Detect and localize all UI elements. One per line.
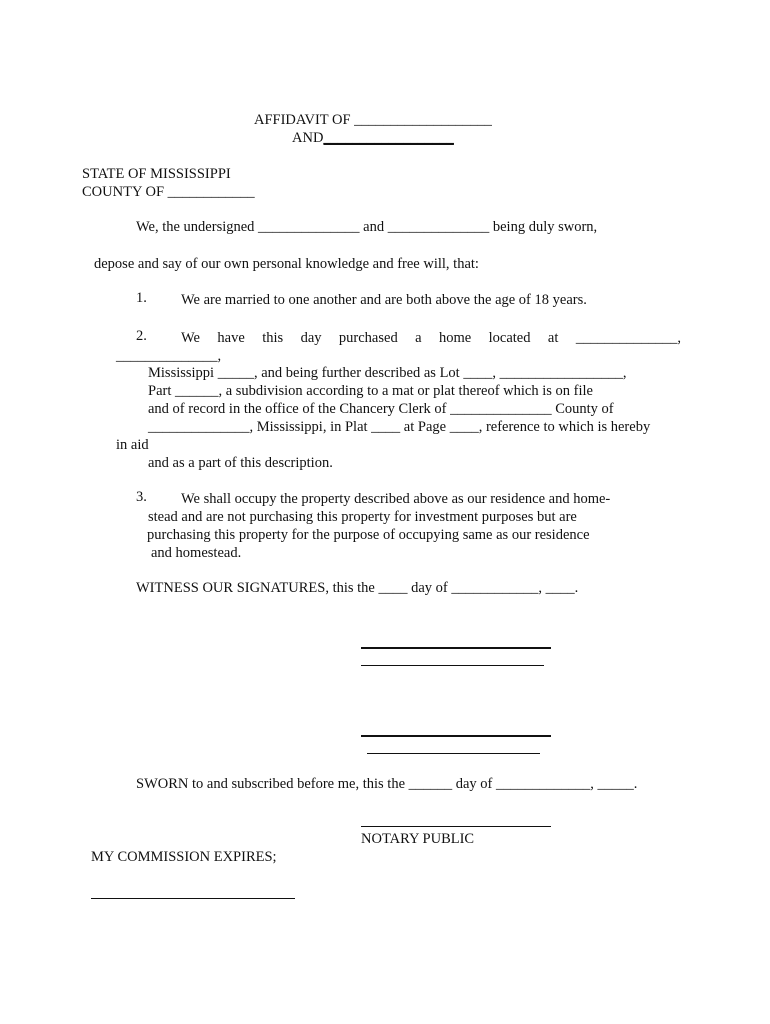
intro-line-2: depose and say of our own personal knowledge and free will, that:	[94, 256, 479, 272]
notary-label: NOTARY PUBLIC	[361, 831, 475, 847]
item-2-line-8: and as a part of this description.	[148, 455, 333, 471]
item-2-word: at	[547, 330, 559, 346]
sworn-clause: SWORN to and subscribed before me, this the ______ day of _____________, _____.	[136, 776, 638, 792]
document-title-and-line	[292, 129, 454, 147]
item-2-line-6: ______________, Mississippi, in Plat ____ at Page ____, reference to which is hereby	[148, 419, 651, 435]
item-3-line-1: We shall occupy the property described above as our residence and home-	[181, 491, 611, 507]
commission-expires-label: MY COMMISSION EXPIRES;	[91, 849, 277, 865]
item-2-line-2: ______________,	[116, 348, 222, 364]
signature-line-2-secondary[interactable]	[367, 753, 540, 754]
item-2-number: 2.	[136, 328, 147, 344]
item-1-text: We are married to one another and are both above the age of 18 years.	[181, 292, 587, 308]
item-1-number: 1.	[136, 290, 147, 306]
item-2-word: this	[262, 330, 284, 346]
item-2-word: located	[488, 330, 531, 346]
signature-line-1[interactable]	[361, 647, 551, 649]
witness-clause: WITNESS OUR SIGNATURES, this the ____ day of ____________, ____.	[136, 580, 579, 596]
item-3-line-4: and homestead.	[151, 545, 242, 561]
item-2-word: ______________,	[575, 330, 681, 346]
item-3-line-2: stead and are not purchasing this property for investment purposes but are	[148, 509, 577, 525]
item-2-word: We	[181, 330, 200, 346]
signature-line-2[interactable]	[361, 735, 551, 737]
item-2-word: purchased	[338, 330, 398, 346]
item-2-line-4: Part ______, a subdivision according to a mat or plat thereof which is on file	[148, 383, 593, 399]
commission-date-line[interactable]	[91, 898, 295, 899]
item-2-justified-line	[181, 329, 681, 347]
notary-signature-line[interactable]	[361, 826, 551, 827]
item-2-word: a	[415, 330, 422, 346]
item-3-line-3: purchasing this property for the purpose of occupying same as our residence	[147, 527, 590, 543]
item-2-line-7: in aid	[116, 437, 149, 453]
signature-line-1-secondary[interactable]	[361, 665, 544, 666]
item-2-word: have	[217, 330, 245, 346]
item-2-line-5: and of record in the office of the Chancery Clerk of ______________ County of	[148, 401, 614, 417]
state-heading: STATE OF MISSISSIPPI	[82, 166, 231, 182]
item-2-line-3: Mississippi _____, and being further described as Lot ____, _________________,	[148, 365, 627, 381]
and-label: AND	[292, 130, 324, 146]
second-party-blank: __________________	[323, 130, 454, 146]
intro-line-1: We, the undersigned ______________ and ______________ being duly sworn,	[136, 219, 598, 235]
item-2-word: day	[300, 330, 322, 346]
item-2-word: home	[438, 330, 472, 346]
document-title: AFFIDAVIT OF ___________________	[254, 112, 492, 128]
item-3-number: 3.	[136, 489, 147, 505]
county-heading: COUNTY OF ____________	[82, 184, 255, 200]
